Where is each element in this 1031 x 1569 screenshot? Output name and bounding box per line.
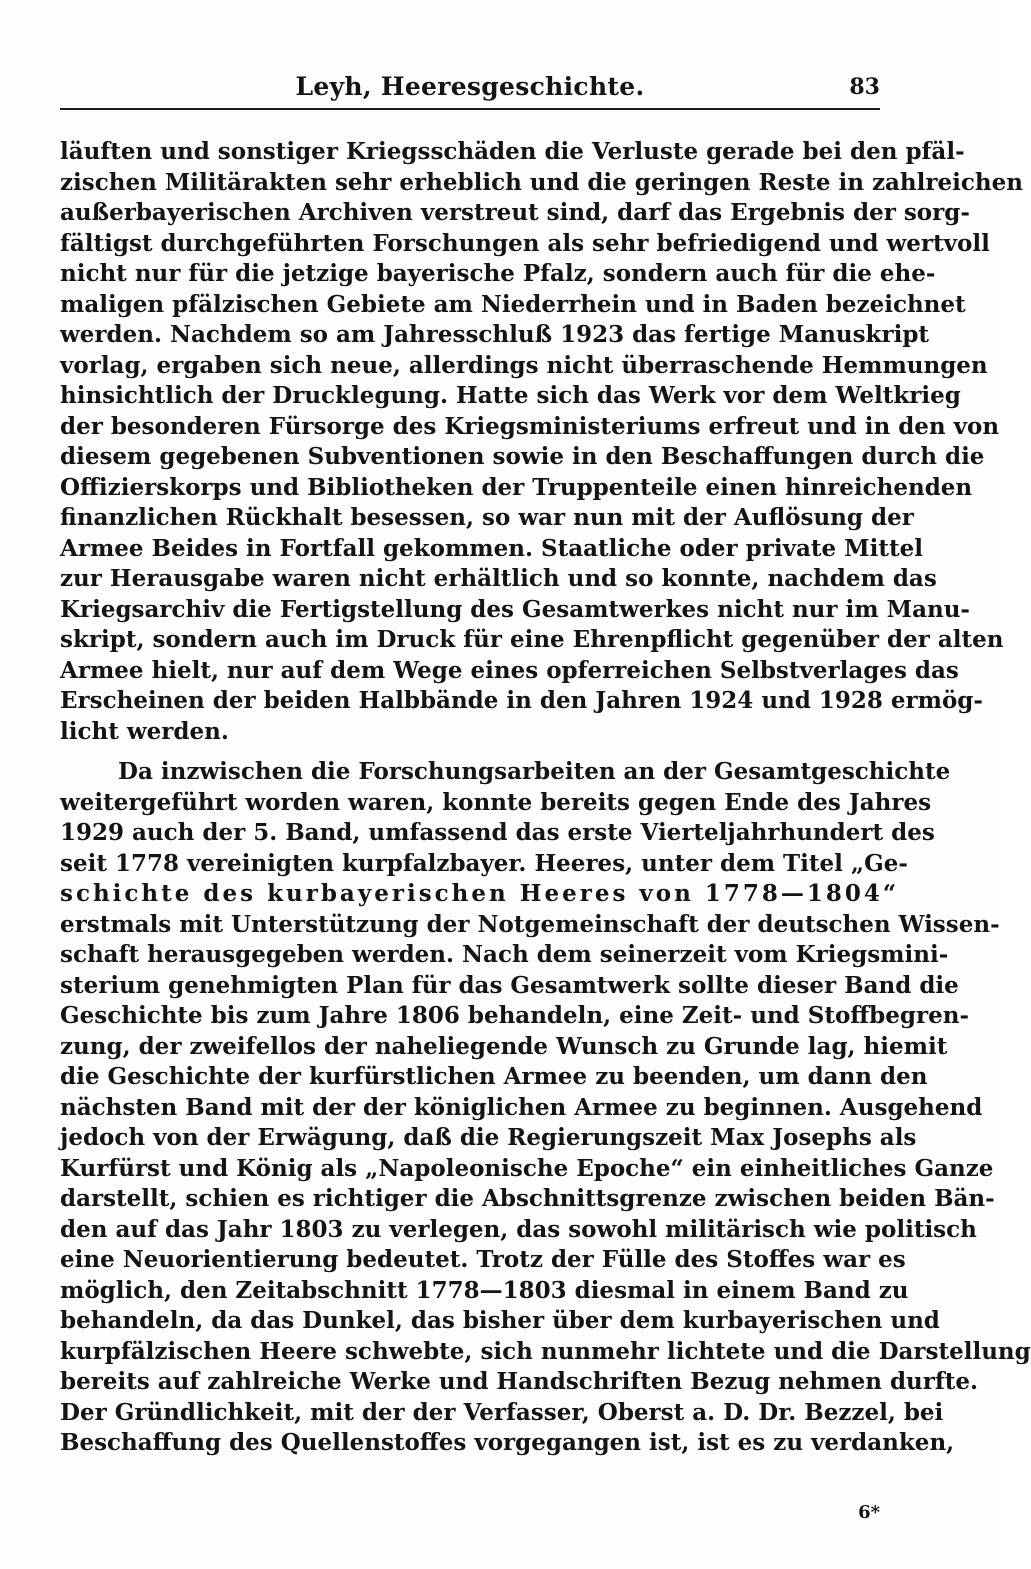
- text-line: Armee Beides in Fortfall gekommen. Staatliche oder private Mittel: [60, 534, 923, 562]
- text-line: Geschichte bis zum Jahre 1806 behandeln, eine Zeit- und Stoffbegren-: [60, 1002, 969, 1029]
- text-line: zur Herausgabe waren nicht erhältlich und so konnte, nachdem das: [60, 565, 937, 592]
- text-line: kurpfälzischen Heere schwebte, sich nunmehr lichtete und die Darstellung: [60, 1337, 1031, 1365]
- text-line: Da inzwischen die Forschungsarbeiten an der Gesamtgeschichte: [118, 758, 951, 785]
- signature-mark: 6*: [858, 1502, 880, 1523]
- text-line: 1929 auch der 5. Band, umfassend das erste Vierteljahrhundert des: [60, 819, 935, 846]
- text-line: außerbayerischen Archiven verstreut sind, darf das Ergebnis der sorg-: [60, 199, 970, 226]
- text-line: vorlag, ergaben sich neue, allerdings nicht überraschende Hemmungen: [60, 351, 988, 379]
- text-line: läuften und sonstiger Kriegsschäden die Verluste gerade bei den pfäl-: [60, 138, 965, 165]
- text-line: der besonderen Fürsorge des Kriegsministeriums erfreut und in den von: [60, 412, 1000, 440]
- paragraph-2: [60, 757, 1031, 1459]
- text-line: eine Neuorientierung bedeutet. Trotz der Fülle des Stoffes war es: [60, 1246, 906, 1273]
- text-line: Kriegsarchiv die Fertigstellung des Gesamtwerkes nicht nur im Manu-: [60, 595, 970, 623]
- text-line: Offizierskorps und Bibliotheken der Truppenteile einen hinreichenden: [60, 473, 973, 501]
- text-line: sterium genehmigten Plan für das Gesamtwerk sollte dieser Band die: [60, 971, 959, 999]
- text-line: Beschaffung des Quellenstoffes vorgegangen ist, ist es zu verdanken,: [60, 1429, 955, 1456]
- text-line: die Geschichte der kurfürstlichen Armee zu beenden, um dann den: [60, 1063, 928, 1090]
- text-line: nächsten Band mit der der königlichen Armee zu beginnen. Ausgehend: [60, 1093, 983, 1121]
- paragraph-gap: [60, 747, 872, 757]
- text-line: licht werden.: [60, 717, 229, 745]
- text-line: Der Gründlichkeit, mit der der Verfasser, Oberst a. D. Dr. Bezzel, bei: [60, 1398, 944, 1426]
- text-line: erstmals mit Unterstützung der Notgemeinschaft der deutschen Wissen-: [60, 910, 1000, 938]
- page-number: 83: [849, 74, 880, 100]
- text-line: nicht nur für die jetzige bayerische Pfalz, sondern auch für die ehe-: [60, 260, 936, 287]
- text-line: werden. Nachdem so am Jahresschluß 1923 das fertige Manuskript: [60, 321, 930, 348]
- text-line: möglich, den Zeitabschnitt 1778—1803 diesmal in einem Band zu: [60, 1276, 909, 1304]
- text-line: jedoch von der Erwägung, daß die Regierungszeit Max Josephs als: [60, 1124, 917, 1151]
- text-line: seit 1778 vereinigten kurpfalzbayer. Heeres, unter dem Titel „Ge-: [60, 849, 908, 877]
- text-line: skript, sondern auch im Druck für eine Ehrenpflicht gegenüber der alten: [60, 626, 1004, 653]
- text-line: maligen pfälzischen Gebiete am Niederrhein und in Baden bezeichnet: [60, 290, 966, 318]
- text-line: zischen Militärakten sehr erheblich und die geringen Reste in zahlreichen: [60, 168, 1023, 196]
- text-line: fältigst durchgeführten Forschungen als sehr befriedigend und wertvoll: [60, 229, 990, 257]
- text-line: den auf das Jahr 1803 zu verlegen, das sowohl militärisch wie politisch: [60, 1215, 977, 1243]
- text-line: finanzlichen Rückhalt besessen, so war nun mit der Auflösung der: [60, 504, 914, 531]
- text-line: Kurfürst und König als „Napoleonische Epoche“ ein einheitliches Ganze: [60, 1154, 994, 1182]
- text-line: hinsichtlich der Drucklegung. Hatte sich das Werk vor dem Weltkrieg: [60, 382, 961, 409]
- text-line: weitergeführt worden waren, konnte bereits gegen Ende des Jahres: [60, 788, 932, 816]
- text-line: Armee hielt, nur auf dem Wege eines opferreichen Selbstverlages das: [60, 656, 959, 684]
- text-line: schaft herausgegeben werden. Nach dem seinerzeit vom Kriegsmini-: [60, 941, 949, 968]
- body-text: [60, 137, 1031, 1459]
- page-header: [60, 66, 880, 106]
- text-line: zung, der zweifellos der naheliegende Wunsch zu Grunde lag, hiemit: [60, 1032, 948, 1060]
- running-title: Leyh, Heeresgeschichte.: [295, 72, 645, 101]
- text-line: bereits auf zahlreiche Werke und Handschriften Bezug nehmen durfte.: [60, 1368, 979, 1395]
- header-rule: [60, 108, 880, 110]
- paragraph-1: [60, 137, 1023, 747]
- text-line: darstellt, schien es richtiger die Abschnittsgrenze zwischen beiden Bän-: [60, 1185, 995, 1212]
- text-line: Erscheinen der beiden Halbbände in den Jahren 1924 und 1928 ermög-: [60, 687, 983, 714]
- text-line: behandeln, da das Dunkel, das bisher über dem kurbayerischen und: [60, 1307, 940, 1334]
- text-line: diesem gegebenen Subventionen sowie in den Beschaffungen durch die: [60, 443, 985, 470]
- text-line: schichte des kurbayerischen Heeres von 1778—1804“: [60, 880, 900, 907]
